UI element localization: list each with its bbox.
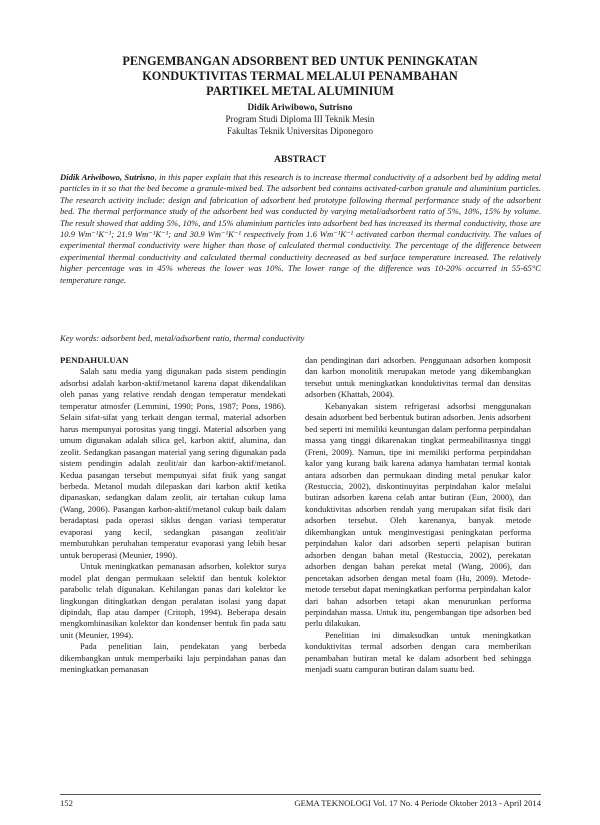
body-paragraph: Kebanyakan sistem refrigerasi adsorbsi menggunakan desain adsorbent bed berbentuk butiran adsorben. Jenis adsorbent bed seperti ini memiliki keuntungan dalam performa perpindahan massa yang tinggi dikarenakan tingkat permeabilitasnya tinggi (Freni, 2009). Namun, tipe ini memiliki performa perpindahan kalor yang kurang baik karena adanya hambatan termal kontak antara adsorben dan permukaan dinding metal penukar kalor (Restuccia, 2002), diskontinuyitas perpindahan kalor melalui butiran adsorben karena celah antar butiran (Eun, 2000), dan konduktivitas adsorben rendah yang merupakan sifat fisik dari adsorben tersebut. Oleh karenanya, banyak metode dikembangkan untuk menginvestigasi peningkatan performa perpindahan kalor dari adsorben seperti pelapisan butiran adsorben dengan bahan metal (Restuccia, 2002), perekatan adsorben dengan bahan perekat metal (Wang, 2006), dan pencetakan adsorben dengan metal foam (Hu, 2009). Metode-metode tersebut dapat meningkatkan performa perpindahan kalor dari bahan adsorben tetapi akan menurunkan performa perpindahan massa. Untuk itu, pengembangan tipe adsorben bed perlu dilakukan. <box>305 400 531 629</box>
title-line: KONDUKTIVITAS TERMAL MELALUI PENAMBAHAN <box>142 69 458 83</box>
page-number: 152 <box>60 798 73 808</box>
title-line: PENGEMBANGAN ADSORBENT BED UNTUK PENINGKATAN <box>122 54 478 68</box>
author-block <box>60 101 540 137</box>
right-column <box>305 355 531 676</box>
title-line: PARTIKEL METAL ALUMINIUM <box>206 84 394 98</box>
body-paragraph: Untuk meningkatkan pemanasan adsorben, kolektor surya model plat dengan permukaan selektif dan bentuk kolektor parabolic telah digunakan. Kehilangan panas dari kolektor ke lingkungan ditingkatkan dengan peralatan isolasi yang dapat dipindah, flap atau damper (Critoph, 1994). Beberapa desain mengkombinasikan kolektor dan kondenser bentuk fin pada satu unit (Meunier, 1994). <box>60 561 286 640</box>
abstract-body: , in this paper explain that this research is to increase thermal conductivity of a adsorbent bed by adding metal particles in it so that the bed become a granule-mixed bed. The adsorbent bed contains activated-carbon granule and aluminium particles. The research activity include: design and fabrication of adsorbent bed prototype following thermal performance study of the adsorbent bed. The thermal performance study of the adsorbent bed was conducted by varying metal/adsorbent ratio of 5%, 10%, 15% by volume. The result showed that adding 5%, 10%, and 15% aluminium particles into adsorbent bed has increased its thermal conductivity, those are 10.9 Wm⁻¹K⁻¹; 21.9 Wm⁻¹K⁻¹; and 30.9 Wm⁻¹K⁻¹ respectively from 1.6 Wm⁻¹K⁻¹ activated carbon thermal conductivity. The values of experimental thermal conductivity were higher than those of calculated thermal conductivity. The percentage of the difference between experimental thermal conductivity and calculated thermal conductivity decreased as bed surface temperature increased. The relatively higher percentage was in 45% whereas the lower was 10%. The lower range of the difference was 10-20% occurred in 55-65°C temperature range. <box>60 172 541 285</box>
paper-title <box>60 54 540 99</box>
affiliation-program: Program Studi Diploma III Teknik Mesin <box>225 114 375 124</box>
body-paragraph: Pada penelitian lain, pendekatan yang berbeda dikembangkan untuk memperbaiki laju perpindahan panas dan meningkatkan pemanasan <box>60 641 286 675</box>
body-paragraph: Salah satu media yang digunakan pada sistem pendingin adsorbsi adalah karbon-aktif/metanol karena dapat dikendalikan oleh panas yang relative rendah dengan temperatur mendekati temperatur atmosfer (Lemmini, 1990; Pons, 1987; Pons, 1986). Selain sifat-sifat yang terkait dengan termal, material adsorben harus mempunyai porositas yang tinggi. Material adsorben yang umum digunakan adalah silica gel, karbon aktif, alumina, dan zeolit. Sedangkan pasangan material yang sering digunakan pada sistem pendingin adalah zeolit/air dan karbon-aktif/metanol. Kedua pasangan tersebut mempunyai sifat fisik yang sangat berbeda. Metanol mudah dilepaskan dari karbon aktif ketika dipanaskan, sedangkan dalam zeolit, air tertahan cukup lama (Wang, 2006). Pasangan karbon-aktif/metanol cukup baik dalam beradaptasi pada operasi siklus dengan variasi temperatur evaporasi yang kecil, sedangkan pasangan zeolit/air membutuhkan perubahan temperatur evaporasi yang lebih besar untuk beroperasi (Meunier, 1990). <box>60 366 286 560</box>
affiliation-faculty: Fakultas Teknik Universitas Diponegoro <box>227 126 373 136</box>
body-paragraph: dan pendinginan dari adsorben. Penggunaan adsorben komposit dan karbon monolitik merupakan metode yang dikembangkan tersebut untuk meningkatkan konduktivitas termal dan densitas adsorben (Khattab, 2004). <box>305 355 531 400</box>
keywords: Key words: adsorbent bed, metal/adsorbent ratio, thermal conductivity <box>60 333 305 343</box>
author-names: Didik Ariwibowo, Sutrisno <box>247 102 353 112</box>
abstract-lead-authors: Didik Ariwibowo, Sutrisno <box>60 172 155 182</box>
page-footer <box>60 798 541 812</box>
journal-citation: GEMA TEKNOLOGI Vol. 17 No. 4 Periode Oktober 2013 - April 2014 <box>294 798 541 808</box>
section-heading-pendahuluan: PENDAHULUAN <box>60 355 129 365</box>
left-column <box>60 355 286 676</box>
abstract-text <box>60 172 541 286</box>
abstract-heading: ABSTRACT <box>274 155 326 165</box>
body-paragraph: Penelitian ini dimaksudkan untuk meningkatkan konduktivitas termal adsorben dengan cara memberikan penambahan butiran metal ke dalam adsorbent bed sehingga menjadi suatu campuran butiran dalam suatu bed. <box>305 629 531 675</box>
footer-rule <box>60 794 541 795</box>
